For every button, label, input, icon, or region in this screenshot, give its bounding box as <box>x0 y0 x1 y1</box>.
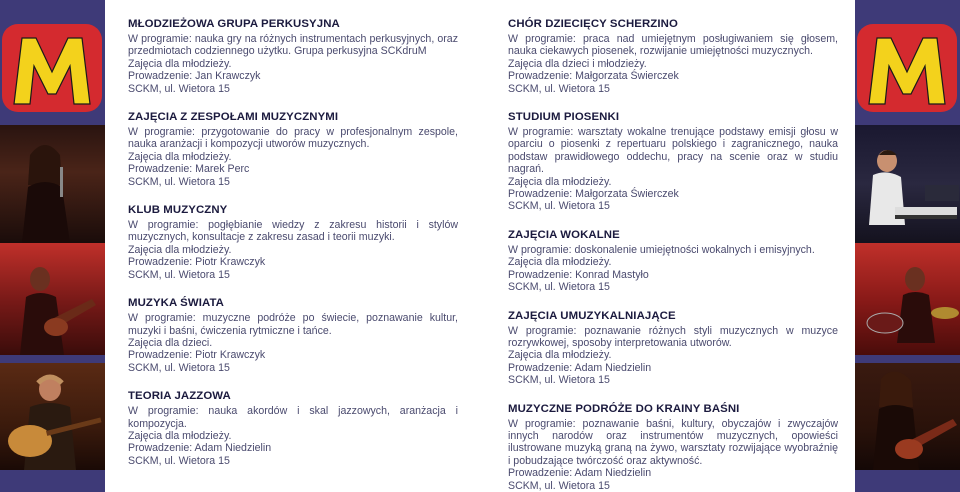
section-studium-piosenki <box>508 111 838 213</box>
section-title: ZAJĘCIA UMUZYKALNIAJĄCE <box>508 309 676 322</box>
guitarist-photo-1 <box>0 243 105 355</box>
section-place: SCKM, ul. Wietora 15 <box>508 374 610 387</box>
section-audience: Zajęcia dla młodzieży. <box>508 349 612 362</box>
section-zajecia-umuzykalniajace <box>508 310 838 387</box>
drummer-photo <box>855 243 960 355</box>
section-leader: Prowadzenie: Piotr Krawczyk <box>128 349 266 362</box>
section-title: STUDIUM PIOSENKI <box>508 111 620 124</box>
section-description: W programie: nauka gry na różnych instrumentach perkusyjnych, oraz przedmiotach codziennego użytku. Grupa perkusyjna SCKdruM <box>128 33 458 58</box>
section-description: W programie: doskonalenie umiejętności wokalnych i emisyjnych. <box>508 243 815 256</box>
section-zajecia-wokalne <box>508 229 838 294</box>
section-audience: Zajęcia dla młodzieży. <box>128 243 232 256</box>
section-place: SCKM, ul. Wietora 15 <box>508 82 610 95</box>
section-description: W programie: nauka akordów i skal jazzowych, aranżacja i kompozycja. <box>128 405 458 430</box>
section-place: SCKM, ul. Wietora 15 <box>128 268 230 281</box>
singer-photo <box>0 125 105 243</box>
section-description: W programie: warsztaty wokalne trenujące podstawy emisji głosu w oparciu o piosenki z repertuaru polskiego i zagranicznego, nauka podstaw prawidłowego oddechu, pracy na scenie oraz w studiu nagrań. <box>508 126 838 176</box>
section-place: SCKM, ul. Wietora 15 <box>128 361 230 374</box>
section-leader: Prowadzenie: Adam Niedzielin <box>128 442 272 455</box>
section-leader: Prowadzenie: Marek Perc <box>128 163 250 176</box>
keyboard-player-photo <box>855 125 960 243</box>
section-leader: Prowadzenie: Adam Niedzielin <box>508 467 652 480</box>
section-leader: Prowadzenie: Małgorzata Świerczek <box>508 188 679 201</box>
section-mlodziezowa-grupa-perkusyjna <box>128 18 458 95</box>
left-photo-strip <box>0 0 105 492</box>
section-title: MUZYCZNE PODRÓŻE DO KRAINY BAŚNI <box>508 402 740 415</box>
section-description: W programie: pogłębianie wiedzy z zakresu historii i stylów muzycznych, konsultacje z zakresu zasad i teorii muzyki. <box>128 219 458 244</box>
section-place: SCKM, ul. Wietora 15 <box>128 82 230 95</box>
section-place: SCKM, ul. Wietora 15 <box>128 454 230 467</box>
guitarist-photo-2 <box>0 363 105 470</box>
section-title: ZAJĘCIA Z ZESPOŁAMI MUZYCZNYMI <box>128 111 339 124</box>
section-title: KLUB MUZYCZNY <box>128 204 228 217</box>
section-audience: Zajęcia dla dzieci. <box>128 336 213 349</box>
section-place: SCKM, ul. Wietora 15 <box>508 281 610 294</box>
section-leader: Prowadzenie: Piotr Krawczyk <box>128 256 266 269</box>
rock-guitarist-photo <box>855 363 960 470</box>
section-description: W programie: muzyczne podróże po świecie, poznawanie kultur, muzyki i baśni, ćwiczenia rytmiczne i tańce. <box>128 312 458 337</box>
section-zajecia-z-zespolami <box>128 111 458 188</box>
section-title: TEORIA JAZZOWA <box>128 390 231 403</box>
section-description: W programie: poznawanie różnych styli muzycznych w muzyce rozrywkowej, sposoby interpretowania utworów. <box>508 324 838 349</box>
right-photo-strip <box>855 0 960 492</box>
section-muzyczne-podroze <box>508 403 838 492</box>
bottom-band <box>0 470 105 492</box>
section-leader: Prowadzenie: Jan Krawczyk <box>128 70 261 83</box>
section-title: MUZYKA ŚWIATA <box>128 297 224 310</box>
separator-band <box>855 355 960 363</box>
section-audience: Zajęcia dla młodzieży. <box>508 175 612 188</box>
section-leader: Prowadzenie: Adam Niedzielin <box>508 361 652 374</box>
section-audience: Zajęcia dla dzieci i młodzieży. <box>508 57 647 70</box>
section-place: SCKM, ul. Wietora 15 <box>508 479 610 492</box>
section-leader: Prowadzenie: Konrad Mastyło <box>508 268 649 281</box>
section-place: SCKM, ul. Wietora 15 <box>128 175 230 188</box>
section-title: MŁODZIEŻOWA GRUPA PERKUSYJNA <box>128 18 340 30</box>
bottom-band <box>855 470 960 492</box>
section-teoria-jazzowa <box>128 390 458 467</box>
section-audience: Zajęcia dla młodzieży. <box>128 429 232 442</box>
section-chor-dzieciecy-scherzino <box>508 18 838 95</box>
section-audience: Zajęcia dla młodzieży. <box>508 256 612 269</box>
m-logo-icon <box>0 20 105 115</box>
left-column <box>128 18 458 483</box>
section-muzyka-swiata <box>128 297 458 374</box>
section-description: W programie: przygotowanie do pracy w profesjonalnym zespole, nauka aranżacji i kompozycji utworów muzycznych. <box>128 126 458 151</box>
section-audience: Zajęcia dla młodzieży. <box>128 57 232 70</box>
section-klub-muzyczny <box>128 204 458 281</box>
section-title: ZAJĘCIA WOKALNE <box>508 228 620 241</box>
section-title: CHÓR DZIECIĘCY SCHERZINO <box>508 18 678 30</box>
m-logo-icon <box>855 20 960 115</box>
section-place: SCKM, ul. Wietora 15 <box>508 200 610 213</box>
section-leader: Prowadzenie: Małgorzata Świerczek <box>508 70 679 83</box>
separator-band <box>0 355 105 363</box>
section-audience: Zajęcia dla młodzieży. <box>128 150 232 163</box>
section-description: W programie: praca nad umiejętnym posługiwaniem się głosem, nauka ciekawych piosenek, rozwijanie umiejętności muzycznych. <box>508 33 838 58</box>
section-description: W programie: poznawanie baśni, kultury, obyczajów i zwyczajów innych narodów oraz instrumentów muzycznych, opowieści ilustrowane muzyką graną na żywo, warsztaty rozwijające wyobraźnię i pobudzające twórczość oraz aktywność. <box>508 417 838 467</box>
right-column <box>508 18 838 492</box>
